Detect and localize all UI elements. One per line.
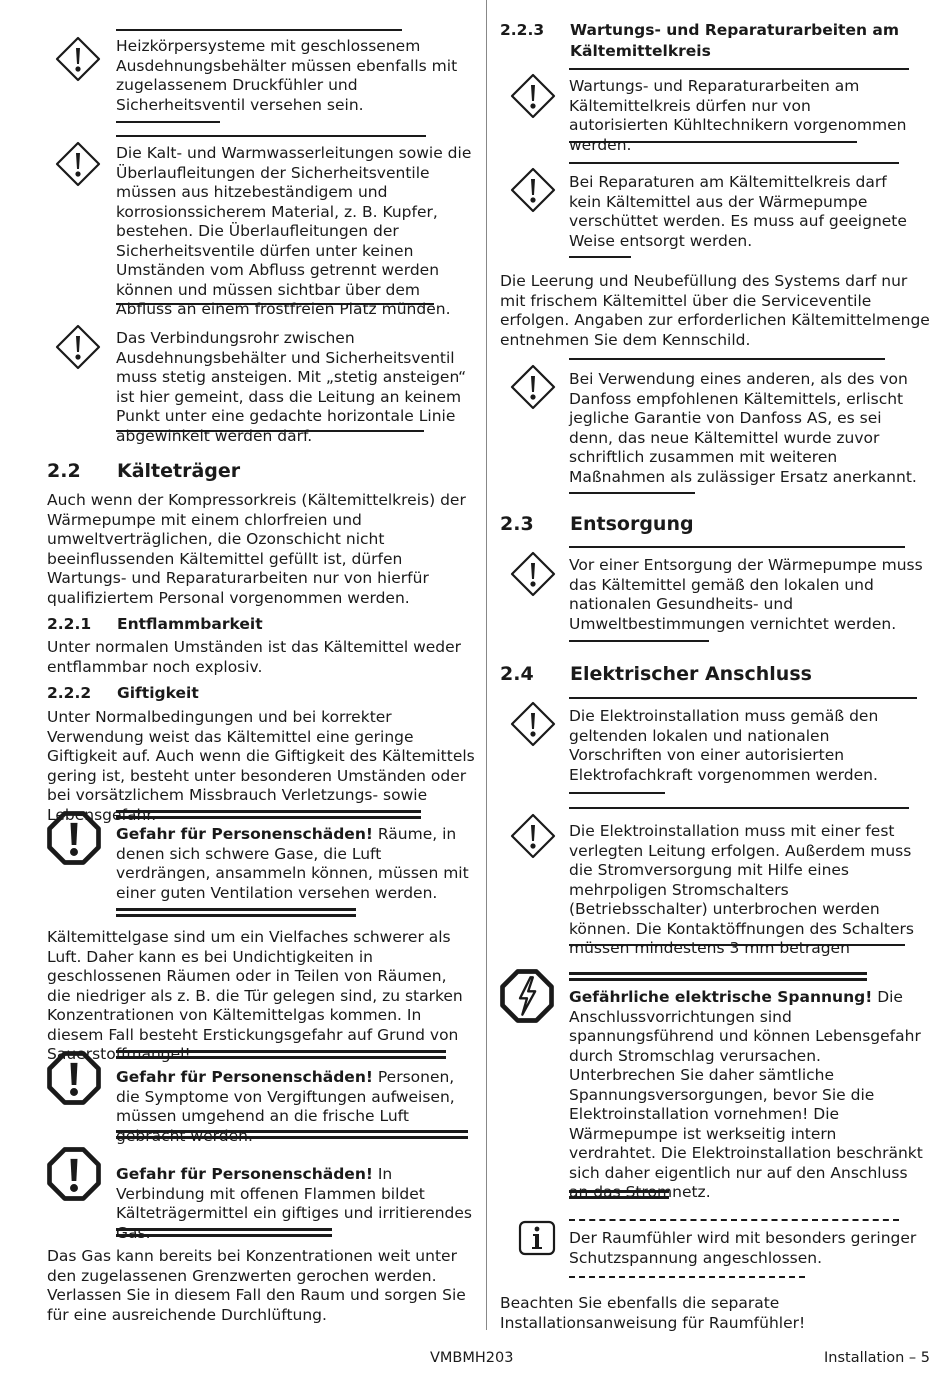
- note-water-pipes: Die Kalt- und Warmwasserleitungen sowie die Überlaufleitungen der Sicherheitsventile müssen aus hitzebeständigem und korrosionssicherem Material, z. B. Kupfer, bestehen. Die Überlaufleitungen der Sicherheitsventile dürfen unter keinen Umständen vom Abfluss getrennt werden können und müssen sichtbar über dem Abfluss an einem frostfreien Platz münden.: [116, 144, 472, 318]
- section-heading-2-2: 2.2 Kälteträger: [47, 460, 241, 482]
- note-bottom-rule: [116, 430, 424, 432]
- note-bottom-rule: [569, 492, 695, 494]
- danger-bottom-rule: [116, 1130, 468, 1139]
- note-bottom-rule: [569, 640, 709, 642]
- subsection-heading-2-2-2: 2.2.2 Giftigkeit: [47, 684, 199, 702]
- note-bottom-rule: [569, 256, 631, 258]
- subsection-heading-2-2-3: 2.2.3 Wartungs- und Reparaturarbeiten am Kältemittelkreis: [500, 21, 900, 60]
- section-heading-2-3: 2.3 Entsorgung: [500, 513, 694, 535]
- danger-icon: [46, 1146, 102, 1202]
- room-sensor-paragraph: Beachten Sie ebenfalls die separate Installationsanweisung für Raumfühler!: [500, 1294, 806, 1332]
- subsection-2-2-2-text: Unter Normalbedingungen und bei korrekter Verwendung weist das Kältemittel eine geringe Giftigkeit auf. Auch wenn die Giftigkeit des Kältemittels gering ist, besteht unter besonderen Umständen oder bei vorsätzlichem Missbrauch Verletzungs- sowie Lebensgefahr.: [47, 708, 475, 824]
- info-bottom-rule: [569, 1276, 805, 1278]
- danger-icon: [46, 810, 102, 866]
- note-disposal: Vor einer Entsorgung der Wärmepumpe muss das Kältemittel gemäß den lokalen und nationalen Gesundheits- und Umweltbestimmungen vernichtet werden.: [569, 556, 923, 633]
- danger-flames: Gefahr für Personenschäden! In Verbindung mit offenen Flammen bildet Kälteträgermittel ein giftiges und irritierendes Gas.: [116, 1165, 473, 1242]
- danger-top-rule: [569, 972, 867, 981]
- danger-bottom-rule: [116, 908, 356, 917]
- section-2-2-text: Auch wenn der Kompressorkreis (Kältemittelkreis) der Wärmepumpe mit einem chlorfreien und umweltverträglichen, die Ozonschicht nicht beeinflussenden Kältemittel gefüllt ist, dürfen Wartungs- und Reparaturarbeiten nur von hierfür qualifiziertem Personal vorgenommen werden.: [47, 491, 466, 607]
- warning-icon: [509, 812, 557, 860]
- note-top-rule: [569, 697, 917, 699]
- note-fixed-wiring: Die Elektroinstallation muss mit einer fest verlegten Leitung erfolgen. Außerdem muss die Stromversorgung mit Hilfe eines mehrpoligen Stromschalters (Betriebsschalter) unterbrochen werden können. Die Kontaktöffnungen des Schalters müssen mindestens 3 mm betragen: [569, 822, 914, 957]
- danger-icon: [46, 1050, 102, 1106]
- danger-electrical: Gefährliche elektrische Spannung! Die Anschlussvorrichtungen sind spannungsführend und können Lebensgefahr durch Stromschlag verursachen. Unterbrechen Sie daher sämtliche Spannungsversorgungen, bevor Sie die Elektroinstallation vornehmen! Die Wärmepumpe ist werkseitig intern verdrahtet. Die Elektroinstallation beschränkt sich daher eigentlich nur auf den Anschluss an das Stromnetz.: [569, 988, 923, 1201]
- note-top-rule: [569, 162, 899, 164]
- note-top-rule: [116, 29, 402, 31]
- footer-page-label: Installation – 5: [823, 1350, 930, 1366]
- note-top-rule: [569, 358, 885, 360]
- note-top-rule: [116, 135, 426, 137]
- warning-icon: [54, 35, 102, 83]
- note-top-rule: [569, 807, 909, 809]
- info-icon: [514, 1214, 562, 1262]
- high-voltage-icon: [499, 968, 555, 1024]
- warning-icon: [509, 166, 557, 214]
- danger-top-rule: [116, 1050, 446, 1059]
- warning-icon: [54, 140, 102, 188]
- note-bottom-rule: [116, 121, 220, 123]
- warning-icon: [509, 550, 557, 598]
- note-connecting-pipe: Das Verbindungsrohr zwischen Ausdehnungsbehälter und Sicherheitsventil muss stetig ansteigen. Mit „stetig ansteigen“ ist hier gemeint, dass die Leitung an keinem Punkt unter eine gedachte horizontale Linie abgewinkelt werden darf.: [116, 329, 467, 445]
- note-bottom-rule: [569, 141, 857, 143]
- column-divider: [486, 0, 487, 1330]
- note-warranty: Bei Verwendung eines anderen, als des von Danfoss empfohlenen Kältemittels, erlischt jegliche Garantie von Danfoss AS, es sei denn, das neue Kältemittel wurde zuvor schriftlich zusammen mit weiteren Maßnahmen als zulässiger Ersatz anerkannt.: [569, 370, 917, 486]
- info-room-sensor: Der Raumfühler wird mit besonders geringer Schutzspannung angeschlossen.: [569, 1229, 917, 1267]
- warning-icon: [509, 700, 557, 748]
- note-electrical-regulations: Die Elektroinstallation muss gemäß den geltenden lokalen und nationalen Vorschriften von einer autorisierten Elektrofachkraft vorgenommen werden.: [569, 707, 879, 784]
- footer-doc-code: VMBMH203: [430, 1350, 514, 1366]
- gas-smell-paragraph: Das Gas kann bereits bei Konzentrationen weit unter den zugelassenen Grenzwerten gerochen werden. Verlassen Sie in diesem Fall den Raum und sorgen Sie für eine ausreichende Durchlüftung.: [47, 1247, 466, 1324]
- note-refrigerant-spill: Bei Reparaturen am Kältemittelkreis darf kein Kältemittel aus der Wärmepumpe verschüttet werden. Es muss auf geeignete Weise entsorgt werden.: [569, 173, 907, 250]
- danger-ventilation: Gefahr für Personenschäden! Räume, in denen sich schwere Gase, die Luft verdrängen, ansammeln können, müssen mit einer guten Ventilation versehen werden.: [116, 825, 469, 902]
- warning-icon: [54, 323, 102, 371]
- subsection-heading-2-2-1: 2.2.1 Entflammbarkeit: [47, 615, 263, 633]
- note-top-rule: [569, 546, 905, 548]
- danger-poisoning: Gefahr für Personenschäden! Personen, die Symptome von Vergiftungen aufweisen, müssen umgehend an die frische Luft gebracht werden.: [116, 1068, 455, 1145]
- refill-paragraph: Die Leerung und Neubefüllung des Systems darf nur mit frischem Kältemittel über die Serviceventile erfolgen. Angaben zur erforderlichen Kältemittelmenge entnehmen Sie dem Kennschild.: [500, 272, 930, 349]
- warning-icon: [509, 363, 557, 411]
- note-bottom-rule: [116, 303, 434, 305]
- info-top-rule: [569, 1219, 899, 1221]
- note-bottom-rule: [569, 792, 665, 794]
- subsection-2-2-1-text: Unter normalen Umständen ist das Kältemittel weder entflammbar noch explosiv.: [47, 638, 462, 676]
- warning-icon: [509, 72, 557, 120]
- danger-bottom-rule: [569, 1190, 669, 1199]
- section-heading-2-4: 2.4 Elektrischer Anschluss: [500, 663, 812, 685]
- note-authorized-technicians: Wartungs- und Reparaturarbeiten am Kältemittelkreis dürfen nur von autorisierten Kühltechnikern vorgenommen werden.: [569, 77, 907, 154]
- danger-top-rule: [116, 810, 421, 819]
- note-heating-system: Heizkörpersysteme mit geschlossenem Ausdehnungsbehälter müssen ebenfalls mit zugelassenem Druckfühler und Sicherheitsventil versehen sein.: [116, 37, 458, 114]
- danger-bottom-rule: [116, 1228, 332, 1237]
- gas-paragraph: Kältemittelgase sind um ein Vielfaches schwerer als Luft. Daher kann es bei Undichtigkeiten in geschlossenen Räumen oder in Teilen von Räumen, die niedriger als z. B. die Tür gelegen sind, zu starken Konzentrationen von Kältemittelgas kommen. In diesem Fall besteht Erstickungsgefahr auf Grund von Sauerstoffmangel!: [47, 928, 463, 1063]
- note-bottom-rule: [569, 944, 905, 946]
- note-top-rule: [569, 68, 909, 70]
